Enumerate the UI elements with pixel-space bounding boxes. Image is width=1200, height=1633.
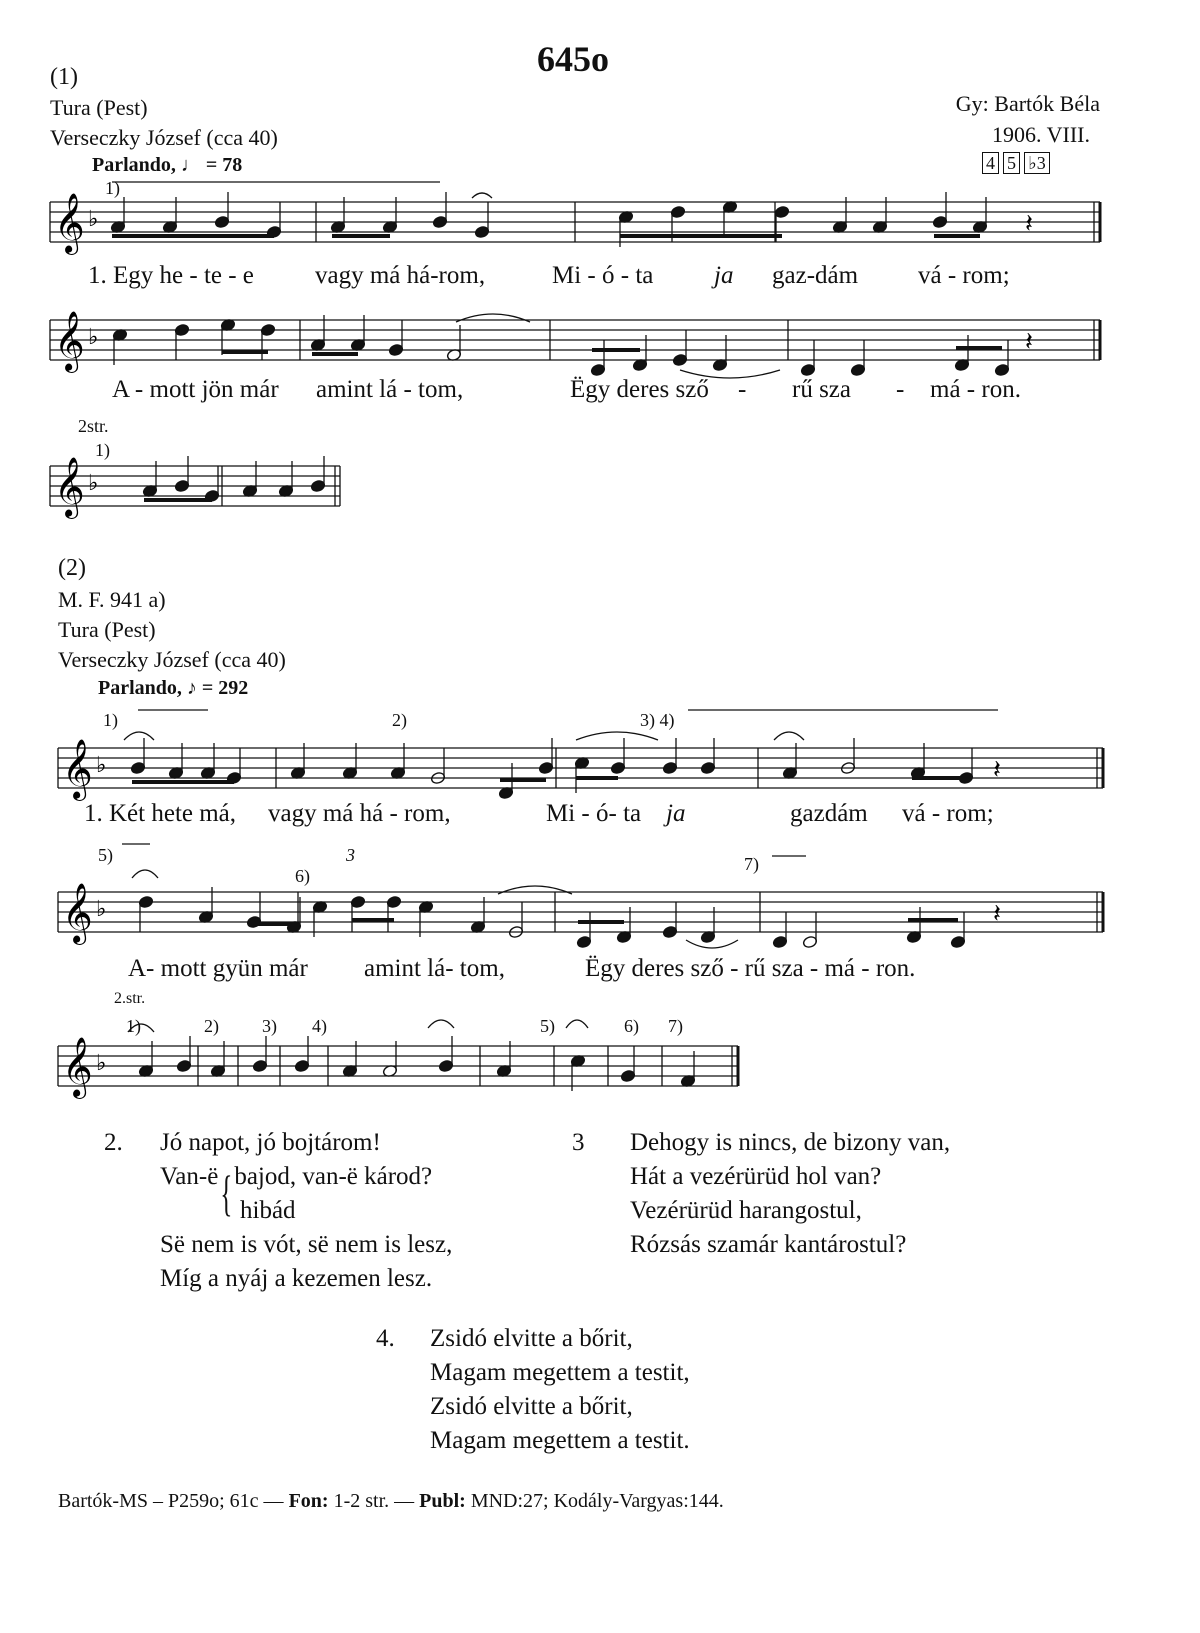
verse-line: Dehogy is nincs, de bizony van, <box>630 1129 951 1156</box>
footnote-mark: 5) <box>540 1016 555 1036</box>
staff-variant1-strophe2 <box>50 448 350 518</box>
slur <box>576 732 658 740</box>
footnote-mark: 6) <box>295 866 310 886</box>
note-beam <box>248 922 294 926</box>
slur <box>428 1020 454 1028</box>
tempo-label: Parlando, <box>98 677 182 699</box>
footnote-mark: 1) <box>103 710 118 730</box>
staff-variant1-line2 <box>50 300 1110 380</box>
note-beam <box>592 348 640 352</box>
flat-icon: ♭ <box>88 207 99 232</box>
verse-4 <box>430 1322 690 1458</box>
footnote-mark: 2) <box>204 1016 219 1036</box>
lyric-syllables: gazdám <box>790 800 868 827</box>
note-beam <box>332 234 390 238</box>
lyric-syllables: gaz-dám <box>772 262 859 289</box>
collection-date: 1906. VIII. <box>992 122 1090 147</box>
note-beam <box>956 346 1002 350</box>
variant-1-place: Tura (Pest) <box>50 95 148 120</box>
slur <box>566 1020 588 1028</box>
slur <box>124 732 154 740</box>
lyric-syllables: Mi - ó - ta <box>552 262 654 289</box>
slur <box>456 314 530 322</box>
tempo-value: = 292 <box>201 677 249 699</box>
slur <box>132 870 158 878</box>
note-beam <box>312 352 358 356</box>
lyric-syllables: rű sza <box>792 376 851 403</box>
variant-2-place: Tura (Pest) <box>58 617 156 642</box>
rest-icon: 𝄽 <box>1025 209 1033 239</box>
verse-line: Zsidó elvitte a bőrit, <box>430 1325 633 1352</box>
flat-icon: ♭ <box>96 1051 107 1076</box>
note-beam <box>934 234 980 238</box>
footnote-mark: 1) <box>126 1016 141 1036</box>
lyric-syllables: vá - rom; <box>902 800 994 827</box>
verse-line: Magam megettem a testit, <box>430 1359 690 1386</box>
range-mark: 5 <box>1003 152 1020 174</box>
rest-icon: 𝄽 <box>993 755 1001 785</box>
flat-icon: ♭ <box>88 325 99 350</box>
flat-icon: ♭ <box>88 471 99 496</box>
fon-value: 1-2 str. — <box>333 1490 415 1512</box>
note-beam <box>912 776 966 780</box>
brace: { <box>220 1168 233 1222</box>
slur <box>686 940 738 948</box>
manuscript-ref: Bartók-MS – P259o; 61c — <box>58 1490 284 1512</box>
verse-line: Vezérürüd harangostul, <box>630 1197 862 1224</box>
staff-variant2-line2 <box>58 870 1108 960</box>
note-beam <box>578 920 624 924</box>
collector: Gy: Bartók Béla <box>955 91 1100 116</box>
flat-icon: ♭ <box>96 897 107 922</box>
variant-1-number: (1) <box>50 64 78 90</box>
verse-line: Jó napot, jó bojtárom! <box>160 1129 381 1156</box>
lyric-syllables: Ëgy deres sző - rű sza - má - ron. <box>585 955 916 982</box>
treble-clef-icon: 𝄞 <box>62 1037 93 1097</box>
footnote-mark: 7) <box>744 854 759 874</box>
tempo-value: = 78 <box>205 154 243 176</box>
verse-line: Rózsás szamár kantárostul? <box>630 1231 907 1258</box>
fermata-icon <box>472 193 492 198</box>
footnote-mark: 4) <box>312 1016 327 1036</box>
treble-clef-icon: 𝄞 <box>54 311 85 371</box>
verse-line: Magam megettem a testit. <box>430 1427 690 1454</box>
note-beam <box>144 498 212 502</box>
eighth-note-icon: ♪ <box>186 677 197 699</box>
lyric-syllables: Mi - ó- ta <box>546 800 642 827</box>
verse-3 <box>630 1126 950 1262</box>
strophe-label: 2.str. <box>114 990 146 1007</box>
verse-line: Zsidó elvitte a bőrit, <box>430 1393 633 1420</box>
fon-label: Fon: <box>288 1490 329 1512</box>
lyric-syllables: A- mott gyün már <box>128 955 308 982</box>
variant-2-tempo <box>98 677 248 700</box>
treble-clef-icon: 𝄞 <box>54 457 85 517</box>
song-number: 645o <box>537 39 609 79</box>
variant-2-source: M. F. 941 a) <box>58 587 166 612</box>
footnote-mark: 6) <box>624 1016 639 1036</box>
staff-variant2-strophe2 <box>58 1028 758 1098</box>
verse-3-number: 3 <box>572 1129 585 1156</box>
verse-line: Hát a vezérürüd hol van? <box>630 1163 882 1190</box>
variant-word: hibád <box>240 1197 296 1224</box>
rest-icon: 𝄽 <box>993 899 1001 929</box>
note-beam <box>500 778 546 782</box>
verse-line-end: bajod, van-ë károd? <box>234 1163 433 1190</box>
lyric-syllables: 1. Két hete má, <box>84 800 237 827</box>
strophe-label: 2str. <box>78 416 109 436</box>
variant-2-singer: Verseczky József (cca 40) <box>58 647 286 672</box>
half-note-icon: ♩ <box>180 154 201 176</box>
lyric-syllables: amint lá - tom, <box>316 376 464 403</box>
lyric-syllables: ja <box>666 800 686 827</box>
footnote-mark: 3) <box>262 1016 277 1036</box>
footnote-mark: 1) <box>105 178 120 198</box>
rest-icon: 𝄽 <box>1025 327 1033 357</box>
range-mark: ♭3 <box>1024 152 1050 174</box>
variant-1-singer: Verseczky József (cca 40) <box>50 125 278 150</box>
treble-clef-icon: 𝄞 <box>54 193 85 253</box>
lyric-syllables: - <box>896 376 905 403</box>
verse-2-number: 2. <box>104 1129 123 1156</box>
lyric-syllables: - <box>738 376 747 403</box>
verse-line: Míg a nyáj a kezemen lesz. <box>160 1265 433 1292</box>
lyric-syllables: vagy má há-rom, <box>315 262 486 289</box>
variant-2-number: (2) <box>58 555 86 581</box>
variant-1-tempo <box>92 154 242 177</box>
note-beam <box>908 918 958 922</box>
source-footer <box>58 1490 724 1513</box>
slur <box>774 732 804 740</box>
verse-4-number: 4. <box>376 1325 395 1352</box>
note-beam <box>112 234 274 238</box>
flat-icon: ♭ <box>96 753 107 778</box>
lyric-syllables: amint lá- tom, <box>364 955 505 982</box>
footnote-mark: 2) <box>392 710 407 730</box>
note-beam <box>620 234 782 238</box>
footnote-mark: 3) 4) <box>640 710 675 730</box>
note-beam <box>132 780 234 784</box>
verse-line: Së nem is vót, së nem is lesz, <box>160 1231 453 1258</box>
lyric-syllables: 1. Egy he - te - e <box>88 262 254 289</box>
lyric-syllables: ja <box>714 262 734 289</box>
tempo-label: Parlando, <box>92 154 176 176</box>
triplet-mark: 3 <box>346 845 355 865</box>
publ-value: MND:27; Kodály-Vargyas:144. <box>470 1490 724 1512</box>
note-beam <box>352 918 394 922</box>
lyric-syllables: A - mott jön már <box>112 376 279 403</box>
footnote-mark: 5) <box>98 845 113 865</box>
treble-clef-icon: 𝄞 <box>62 739 93 799</box>
lyric-syllables: Ëgy deres sző <box>570 376 709 403</box>
footnote-mark: 1) <box>95 440 110 460</box>
verse-line-start: Van-ë <box>160 1163 219 1190</box>
note-beam <box>576 776 618 780</box>
verse-2 <box>160 1126 452 1296</box>
lyric-syllables: má - ron. <box>930 376 1021 403</box>
range-marks <box>982 152 1054 174</box>
note-beam <box>222 350 268 354</box>
lyric-syllables: vá - rom; <box>918 262 1010 289</box>
publ-label: Publ: <box>419 1490 466 1512</box>
lyric-syllables: vagy má há - rom, <box>268 800 451 827</box>
staff-variant1-line1 <box>50 180 1110 260</box>
staff-variant2-line1 <box>58 718 1108 803</box>
footnote-mark: 7) <box>668 1016 683 1036</box>
range-mark: 4 <box>982 152 999 174</box>
slur <box>498 886 572 894</box>
treble-clef-icon: 𝄞 <box>62 883 93 943</box>
